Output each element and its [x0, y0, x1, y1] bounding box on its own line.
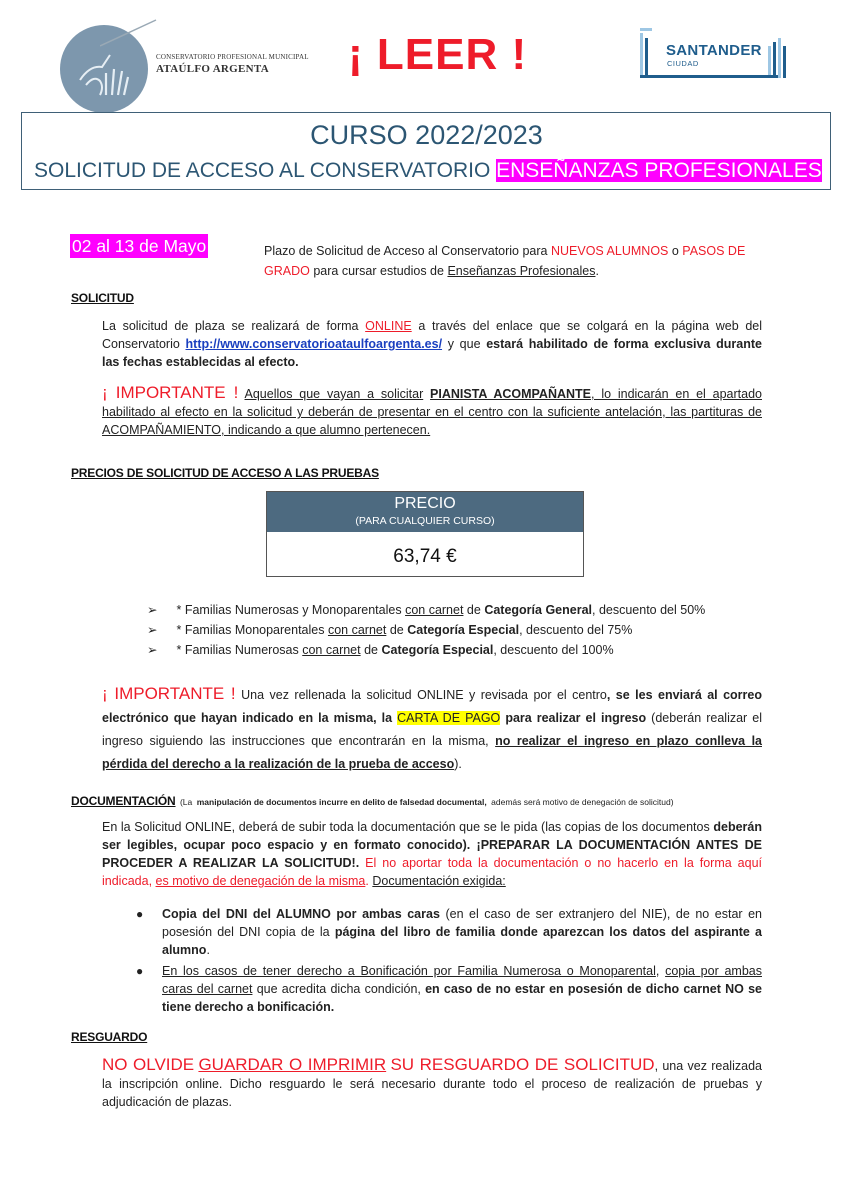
resguardo-text-c: SU RESGUARDO DE SOLICITUD [390, 1055, 655, 1074]
pianista-text-a: Aquellos que vayan a solicitar [244, 387, 424, 401]
carta-de-pago: CARTA DE PAGO [397, 711, 501, 725]
resguardo-text-a: NO OLVIDE [102, 1055, 195, 1074]
discount-carnet: con carnet [302, 643, 361, 657]
discount-item [147, 640, 705, 660]
carta-pago-paragraph [102, 682, 762, 776]
carta-text-b: , se les enviará al correo electrónico que hayan indicado en la misma, la [102, 688, 762, 725]
doc-text-c: ). ¡PREPARAR LA DOCUMENTACIÓN ANTES DE PROCEDER A REALIZAR LA SOLICITUD!. [102, 838, 762, 870]
solicitud-title-text: SOLICITUD DE ACCESO AL CONSERVATORIO [34, 159, 491, 182]
carta-text-c: para realizar el ingreso [505, 711, 647, 725]
bonif-text-c: copia por ambas caras del carnet [162, 964, 762, 996]
plazo-text [264, 241, 764, 281]
importante-label: ¡ IMPORTANTE ! [102, 684, 236, 703]
doc-bullet-bonificacion [136, 962, 762, 1016]
documentacion-note-c: además será motivo de denegación de solicitud) [491, 797, 674, 807]
documentacion-paragraph [102, 818, 762, 890]
discount-carnet: con carnet [327, 623, 387, 637]
bullet-dot-icon: ● [136, 907, 144, 921]
solicitud-text-c: y que [447, 337, 481, 351]
ciudad-text: CIUDAD [667, 59, 699, 68]
resguardo-paragraph [102, 1056, 762, 1111]
plazo-text-b: para cursar estudios de [313, 264, 444, 278]
discount-text: * Familias Numerosas y Monoparentales [176, 603, 402, 617]
discount-category: Categoría Especial [407, 623, 520, 637]
discount-category: Categoría General [484, 603, 592, 617]
discount-text: * Familias Monoparentales [176, 623, 325, 637]
dni-text-c: página del libro de familia donde aparezcan los datos del aspirante a alumno [162, 925, 762, 957]
discount-de: de [389, 623, 404, 637]
doc-text-g: Documentación exigida: [372, 874, 506, 888]
price-table-subtitle: (PARA CUALQUIER CURSO) [355, 515, 495, 527]
documentacion-note-b: manipulación de documentos incurre en delito de falsedad documental, [196, 797, 487, 807]
price-value: 63,74 € [393, 546, 457, 567]
documentacion-heading: DOCUMENTACIÓN [71, 794, 176, 808]
solicitud-paragraph [102, 317, 762, 371]
resguardo-text-b: GUARDAR O IMPRIMIR [198, 1055, 387, 1074]
doc-bullet-dni [136, 905, 763, 959]
precios-heading: PRECIOS DE SOLICITUD DE ACCESO A LAS PRUEBAS [71, 466, 379, 480]
solicitud-title [34, 159, 822, 183]
dni-text-b: (en el caso de ser extranjero del NIE), de no estar en posesión del DNI copia de la [162, 907, 763, 939]
discount-de: de [364, 643, 378, 657]
doc-text-e: es motivo de denegación de la misma [155, 874, 366, 888]
conservatorio-name-line2: ATAÚLFO ARGENTA [156, 63, 269, 75]
nuevos-alumnos: NUEVOS ALUMNOS [550, 244, 669, 258]
bonif-text-a: En los casos de tener derecho a Bonificación por Familia Numerosa o Monoparental [162, 964, 656, 978]
solicitud-text-d: estará habilitado de forma exclusiva durante las fechas establecidas al efecto. [102, 337, 762, 369]
discount-rest: , descuento del 50% [592, 603, 706, 617]
discount-carnet: con carnet [405, 603, 464, 617]
discount-text: * Familias Numerosas [176, 643, 299, 657]
bullet-dot-icon: ● [136, 964, 144, 978]
carta-text-e: no realizar el ingreso en plazo conlleva la pérdida del derecho a la realización de la prueba de acceso [102, 734, 762, 771]
discount-rest: , descuento del 75% [519, 623, 633, 637]
solicitud-heading: SOLICITUD [71, 291, 134, 305]
carta-text-d: (deberán realizar el ingreso siguiendo las instrucciones que encontrarán en la misma, [102, 711, 762, 748]
plazo-end: . [595, 264, 599, 278]
solicitud-text-b: a través del enlace que se colgará en la página web del Conservatorio [102, 319, 762, 351]
leer-heading: ¡ LEER ! [348, 30, 528, 79]
documentacion-note-a: (La [179, 797, 193, 807]
pianista-acompanante: PIANISTA ACOMPAÑANTE [430, 387, 592, 401]
bonif-text-e: en caso de no estar en posesión de dicho carnet NO se tiene derecho a bonificación. [162, 982, 762, 1014]
santander-text: SANTANDER [666, 42, 762, 59]
arrow-bullet-icon: ➢ [147, 603, 158, 617]
doc-text-a: En la Solicitud ONLINE, deberá de subir toda la documentación que se le pida (las copias de los documentos [102, 820, 710, 834]
carta-text-f: ). [454, 757, 462, 771]
solicitud-text-a: La solicitud de plaza se realizará de forma [102, 319, 359, 333]
conservatorio-name-line1: CONSERVATORIO PROFESIONAL MUNICIPAL [156, 53, 309, 61]
conservatorio-website-link[interactable]: http://www.conservatorioataulfoargenta.es/ [185, 337, 443, 351]
discount-item [147, 620, 705, 640]
discount-list [147, 600, 705, 660]
date-range-badge: 02 al 13 de Mayo [72, 236, 207, 256]
bonif-text-d: que acredita dicha condición, [256, 982, 421, 996]
doc-text-f: . [365, 874, 369, 888]
pianista-text-b: , lo indicarán en el apartado habilitado al efecto en la solicitud y deberán de presentar en el centro con la suficiente antelación, las partituras de ACOMPAÑAMIENTO, indicando a que alumno pertenecen. [102, 387, 762, 437]
dni-text-d: . [206, 943, 210, 957]
doc-text-b: deberán ser legibles, ocupar poco espacio y en formato conocido [102, 820, 763, 852]
resguardo-heading: RESGUARDO [71, 1030, 148, 1044]
price-table-header [267, 492, 583, 532]
arrow-bullet-icon: ➢ [147, 643, 158, 657]
doc-text-d: El no aportar toda la documentación o no hacerlo en la forma aquí indicada, [102, 856, 762, 888]
plazo-text-a: Plazo de Solicitud de Acceso al Conservatorio para [264, 244, 548, 258]
plazo-o: o [671, 244, 679, 258]
importante-label: ¡ IMPORTANTE ! [102, 383, 239, 402]
arrow-bullet-icon: ➢ [147, 623, 158, 637]
dni-text-a: Copia del DNI del ALUMNO por ambas caras [162, 907, 440, 921]
plazo-ensenanzas: Enseñanzas Profesionales [447, 264, 596, 278]
discount-item [147, 600, 705, 620]
carta-text-a: Una vez rellenada la solicitud ONLINE y revisada por el centro [241, 688, 607, 702]
price-table-title: PRECIO [394, 495, 456, 512]
curso-title: CURSO 2022/2023 [310, 120, 543, 150]
discount-de: de [466, 603, 481, 617]
discount-category: Categoría Especial [381, 643, 494, 657]
ensenanzas-highlight: ENSEÑANZAS PROFESIONALES [496, 159, 822, 182]
online-text: ONLINE [365, 319, 412, 333]
bonif-text-b: , [655, 964, 660, 978]
resguardo-text-d: , una vez realizada la inscripción online. Dicho resguardo le será necesario durante todo el proceso de realización de pruebas y adjudicación de plazas. [102, 1059, 762, 1109]
discount-rest: , descuento del 100% [493, 643, 614, 657]
baton-line [100, 18, 160, 48]
pasos-de-grado: PASOS DE GRADO [264, 244, 746, 278]
pianista-paragraph [102, 384, 762, 439]
documentacion-heading-row [71, 792, 674, 810]
